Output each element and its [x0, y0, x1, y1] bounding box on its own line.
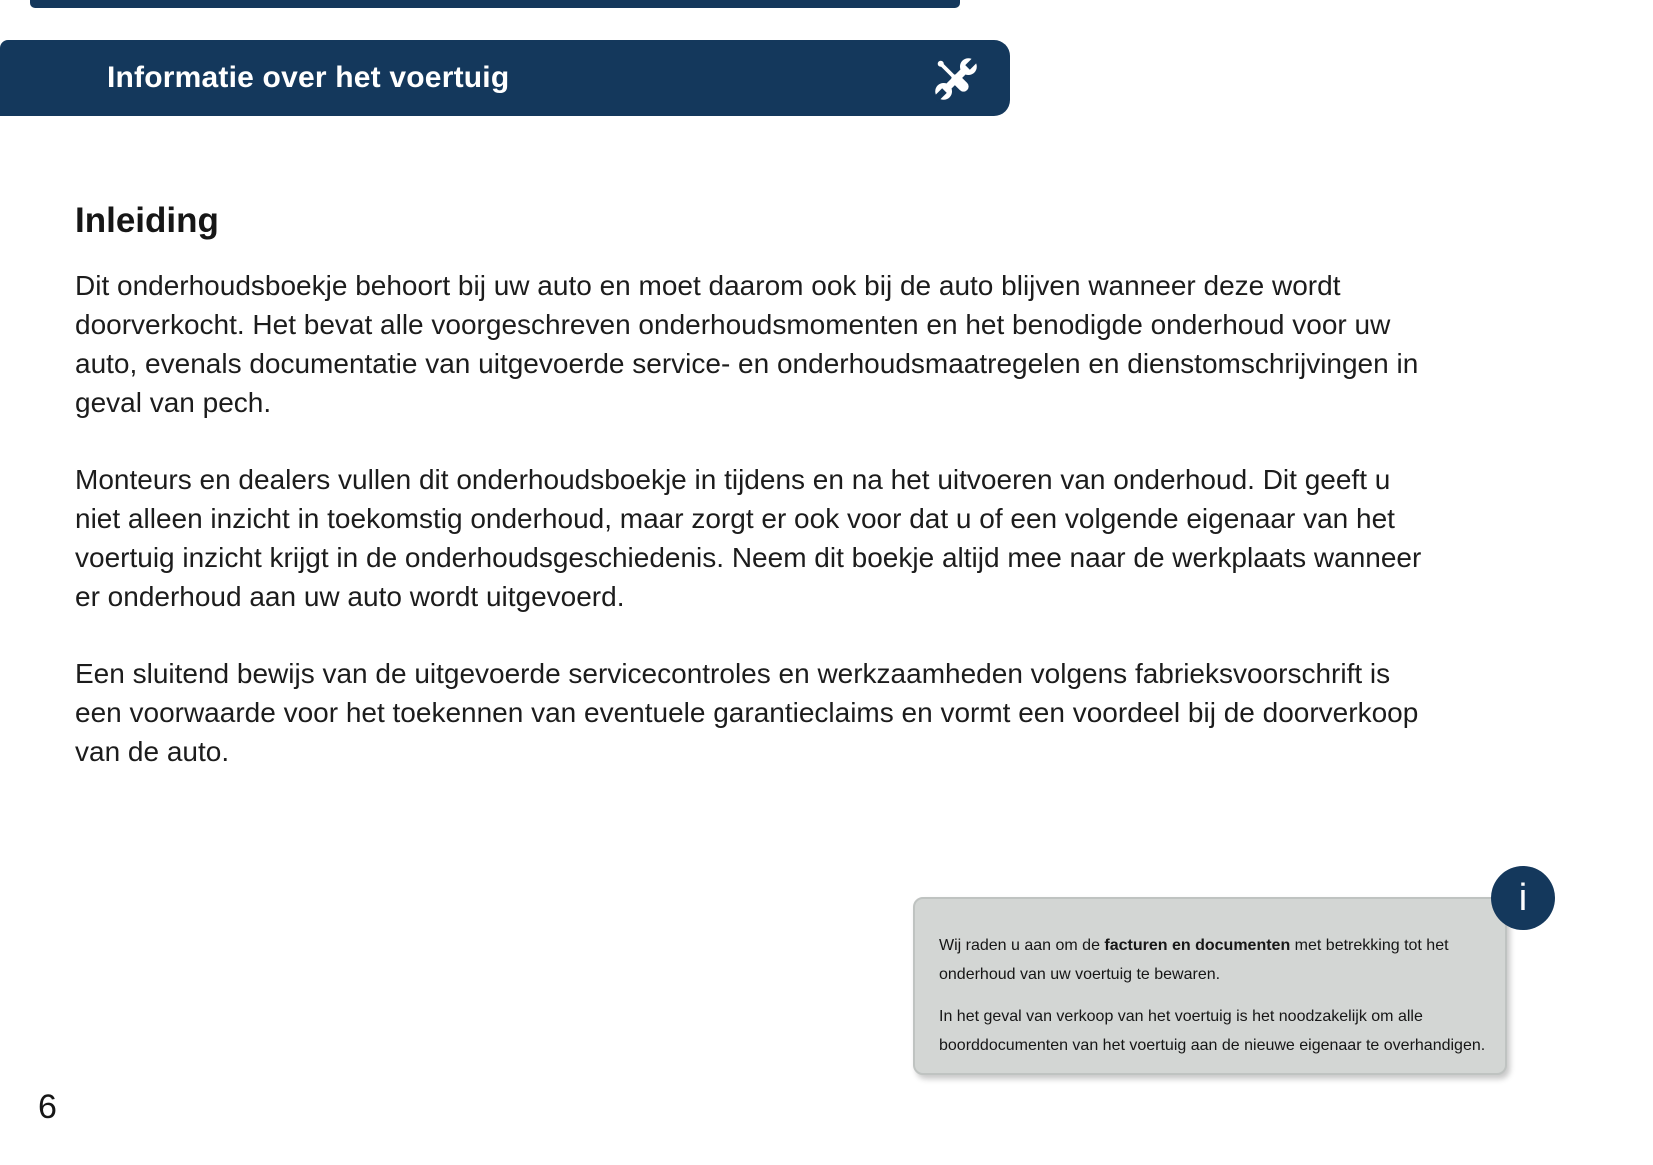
- page-heading: Inleiding: [75, 201, 219, 240]
- intro-paragraph-1: Dit onderhoudsboekje behoort bij uw auto en moet daarom ook bij de auto blijven wanneer deze wordt doorverkocht. Het bevat alle voorgeschreven onderhoudsmomenten en het benodigde onderhoud voor uw auto, evenals documentatie van uitgevoerde service- en onderhoudsmaatregelen en dienstomschrijvingen in geval van pech.: [75, 270, 1419, 418]
- info-note-1-prefix: Wij raden u aan om de: [939, 937, 1105, 954]
- intro-paragraph-3: Een sluitend bewijs van de uitgevoerde servicecontroles en werkzaamheden volgens fabrieksvoorschrift is een voorwaarde voor het toekennen van eventuele garantieclaims en vormt een voordeel bij de doorverkoop van de auto.: [75, 658, 1419, 767]
- intro-paragraph-2: Monteurs en dealers vullen dit onderhoudsboekje in tijdens en na het uitvoeren van onderhoud. Dit geeft u niet alleen inzicht in toekomstig onderhoud, maar zorgt er ook voor dat u of een volgende eigenaar van het voertuig inzicht krijgt in de onderhoudsgeschiedenis. Neem dit boekje altijd mee naar de werkplaats wanneer er onderhoud aan uw auto wordt uitgevoerd.: [75, 464, 1422, 612]
- info-note-box: [913, 876, 1528, 1075]
- info-icon: [1491, 866, 1555, 930]
- info-note-1-suffix: met betrekking tot het onderhoud van uw voertuig te bewaren.: [939, 937, 1449, 983]
- main-content: [75, 200, 1437, 809]
- info-note-1: [939, 931, 1489, 989]
- previous-section-banner-edge: [30, 0, 960, 8]
- page-number: 6: [38, 1088, 57, 1126]
- tools-icon: [928, 51, 984, 107]
- info-note-1-bold: facturen en documenten: [1104, 937, 1291, 954]
- info-icon-letter: i: [1518, 876, 1528, 919]
- section-title: Informatie over het voertuig: [107, 61, 510, 94]
- info-note-2: In het geval van verkoop van het voertuig is het noodzakelijk om alle boorddocumenten van het voertuig aan de nieuwe eigenaar te overhandigen.: [939, 1008, 1486, 1054]
- section-header: [0, 40, 1010, 116]
